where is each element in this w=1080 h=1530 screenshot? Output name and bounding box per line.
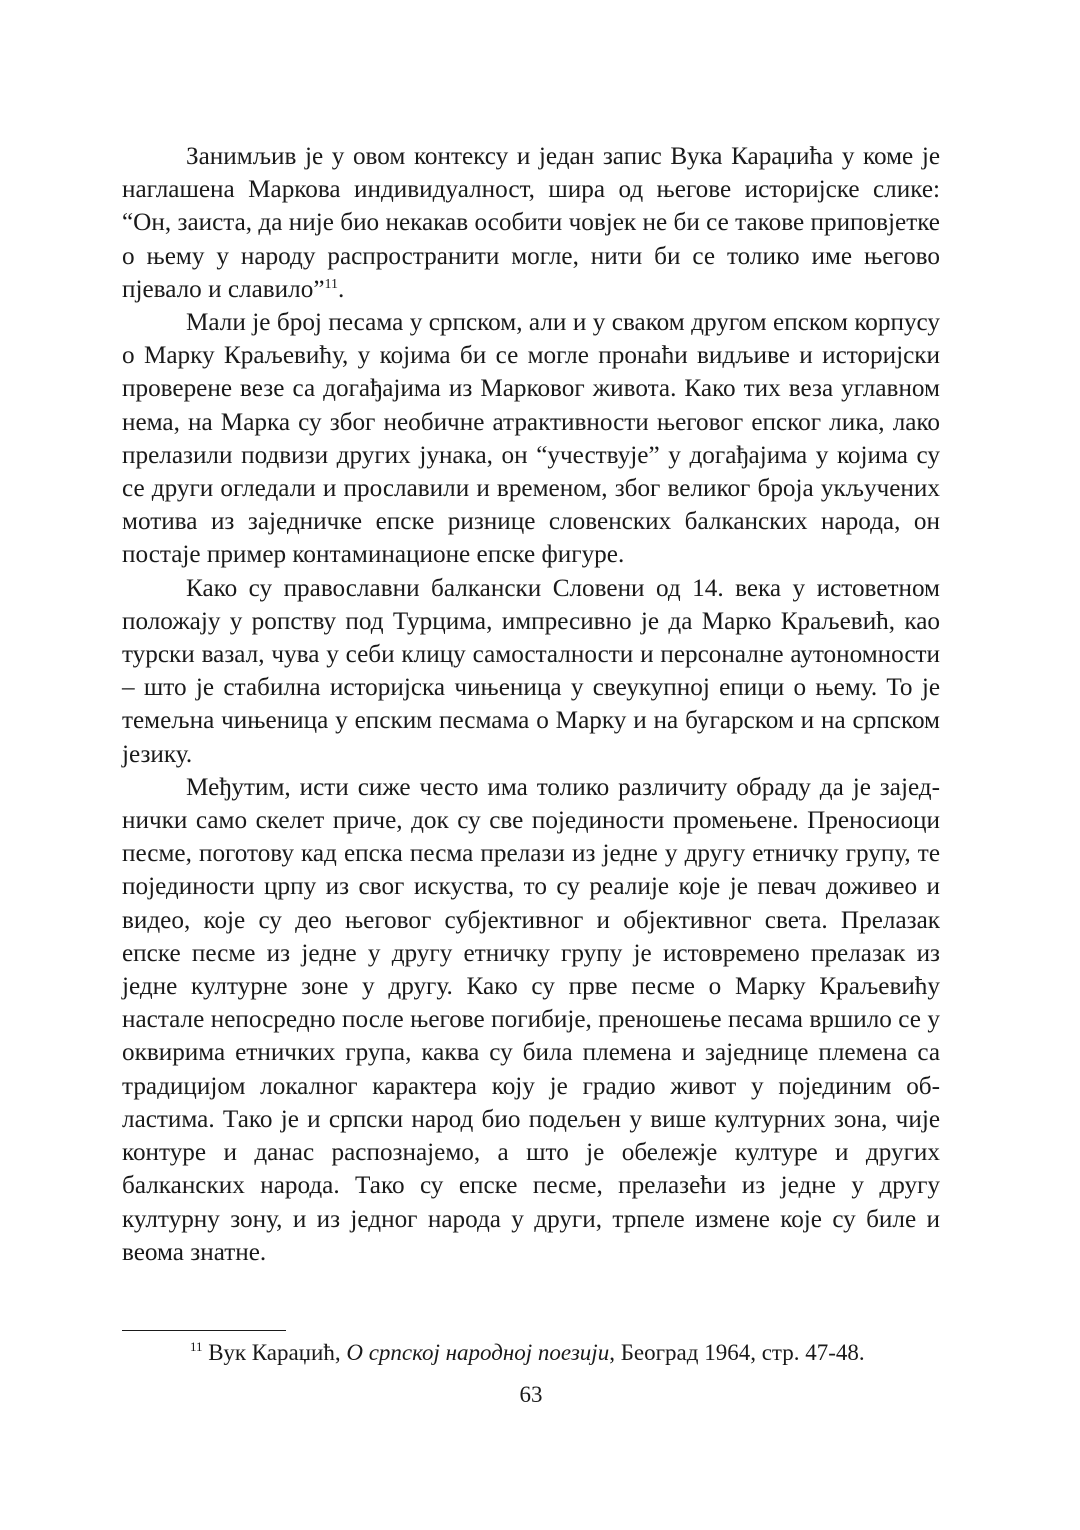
- footnote-title: О српској народној поезији: [346, 1340, 610, 1365]
- footnote-rest: , Београд 1964, стр. 47-48.: [609, 1340, 865, 1365]
- main-text: [122, 140, 940, 1269]
- paragraph-1: [122, 140, 940, 306]
- paragraph-1-end: .: [337, 275, 345, 303]
- paragraph-3: Како су православни балкански Словени од 14. века у истоветном положају у ропству под Турцима, импресивно је да Марко Краљевић, као турски вазал, чува у себи клицу самосталности и персоналне аутономности – што је стабилна историјска чињеница у свеукупној епици о њему. То је темељна чињеница у епским песмама о Марку и на бугарском и на српском језику.: [122, 574, 940, 768]
- footnote-reference[interactable]: 11: [324, 276, 338, 292]
- paragraph-1-text: Занимљив је у овом контексу и један запис Вука Караџића у коме је наглашена Маркова индивидуалност, шира од његове историјске слике: “Он, заиста, да није био некакав особити човјек не би се такове приповјетке о њему у народу распространити могле, нити би се толико име његово пјевало и славило”: [122, 143, 940, 303]
- footnote: [190, 1338, 950, 1368]
- page-number: 63: [519, 1382, 543, 1407]
- footnote-author: Вук Караџић,: [208, 1340, 341, 1365]
- footnote-divider: [122, 1330, 286, 1331]
- paragraph-4: Међутим, исти сиже често има толико различиту обраду да је заједнички само скелет приче, док су све појединости промењене. Преносиоци песме, поготову кад епска песма прелази из једне у другу етничку групу, те појединости црпу из свог искуства, то су реалије које је певач доживео и видео, које су део његовог субјективног и објективног света. Прелазак епске песме из једне у другу етничку групу је истовремено прелазак из једне културне зоне у другу. Како су прве песме о Марку Краљевићу настале непосредно после његове погибије, преношење песама вршило се у оквирима етничких група, каква су била племена и заједнице племена са традицијом локалног карактера коју је градио живот у појединим областима. Тако је и српски народ био подељен у више културних зона, чије контуре и данас распознајемо, а што је обележје културе и других балканских народа. Тако су епске песме, прелазећи из једне у другу културну зону, и из једног народа у други, трпеле измене које су биле и веома знатне.: [122, 773, 940, 1266]
- footnote-number: 11: [190, 1339, 203, 1354]
- paragraph-2: Мали је број песама у српском, али и у сваком другом епском корпусу о Марку Краљевићу, у којима би се могле пронаћи видљиве и историјски проверене везе са догађајима из Марковог живота. Како тих веза углавном нема, на Марка су због необичне атрактивности његовог епског лика, лако прелазили подвизи других јунака, он “учествује” у догађајима у којима су се други огледали и прославили и временом, због великог броја укључених мотива из заједничке епске ризнице словенских балканских народа, он постаје пример контаминационе епске фигуре.: [122, 309, 940, 569]
